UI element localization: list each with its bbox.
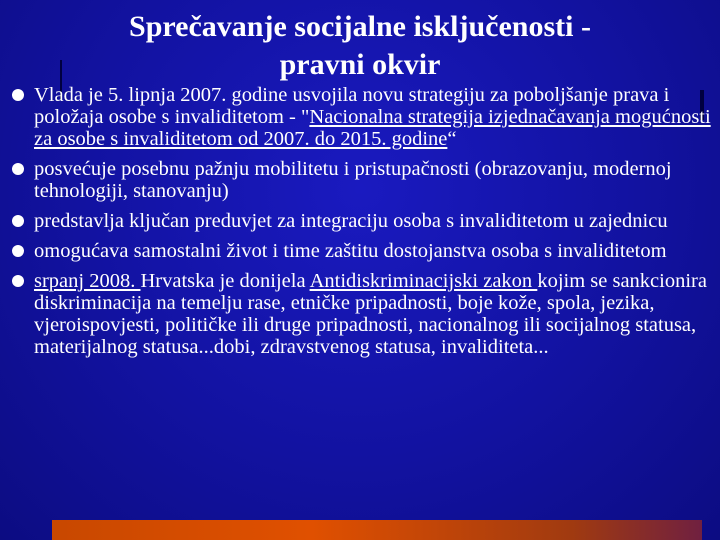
bullet-text-end: kojim se sankcionira diskriminacija na temelju rase, etničke pripadnosti, boje kože, spola, jezika, vjeroispovjesti, političke ili druge pripadnosti, nacionalnog ili socijalnog statusa, materijalnog statusa...dobi, zdravstvenog statusa, invaliditeta... (34, 270, 707, 358)
title-line-1: Sprečavanje socijalne isključenosti - (129, 10, 591, 43)
bullet-item-5 (12, 270, 712, 358)
bullet-dot-icon (12, 275, 24, 287)
bullet-text: predstavlja ključan preduvjet za integraciju osoba s invaliditetom u zajednicu (34, 210, 668, 232)
bullet-dot-icon (12, 163, 24, 175)
bullet-text: posvećuje posebnu pažnju mobilitetu i pristupačnosti (obrazovanju, modernoj tehnologiji, stanovanju) (34, 158, 672, 202)
bullet-dot-icon (12, 245, 24, 257)
bullet-text: Vlada je 5. lipnja 2007. godine usvojila novu strategiju za poboljšanje prava i položaja osobe s invaliditetom - " (34, 84, 670, 128)
law-link[interactable]: Antidiskriminacijski zakon (309, 270, 538, 292)
strategy-link[interactable]: Nacionalna strategija izjednačavanja mogućnosti za osobe s invaliditetom od 2007. do 2015. godine (34, 106, 711, 150)
bullet-item-4 (12, 240, 712, 262)
bullet-text: omogućava samostalni život i time zaštitu dostojanstva osoba s invaliditetom (34, 240, 667, 262)
date-link[interactable]: srpanj 2008. (34, 270, 141, 292)
title-line-2: pravni okvir (279, 48, 441, 81)
bullet-dot-icon (12, 89, 24, 101)
bullet-dot-icon (12, 215, 24, 227)
bullet-item-3 (12, 210, 712, 232)
bullet-item-1 (12, 84, 712, 150)
slide-title (60, 8, 660, 84)
bullet-text: Hrvatska je donijela (140, 270, 310, 292)
decorative-bottom-bar (52, 520, 702, 540)
bullet-text-end: “ (447, 128, 457, 150)
bullet-item-2 (12, 158, 712, 202)
bullet-list (12, 84, 712, 366)
